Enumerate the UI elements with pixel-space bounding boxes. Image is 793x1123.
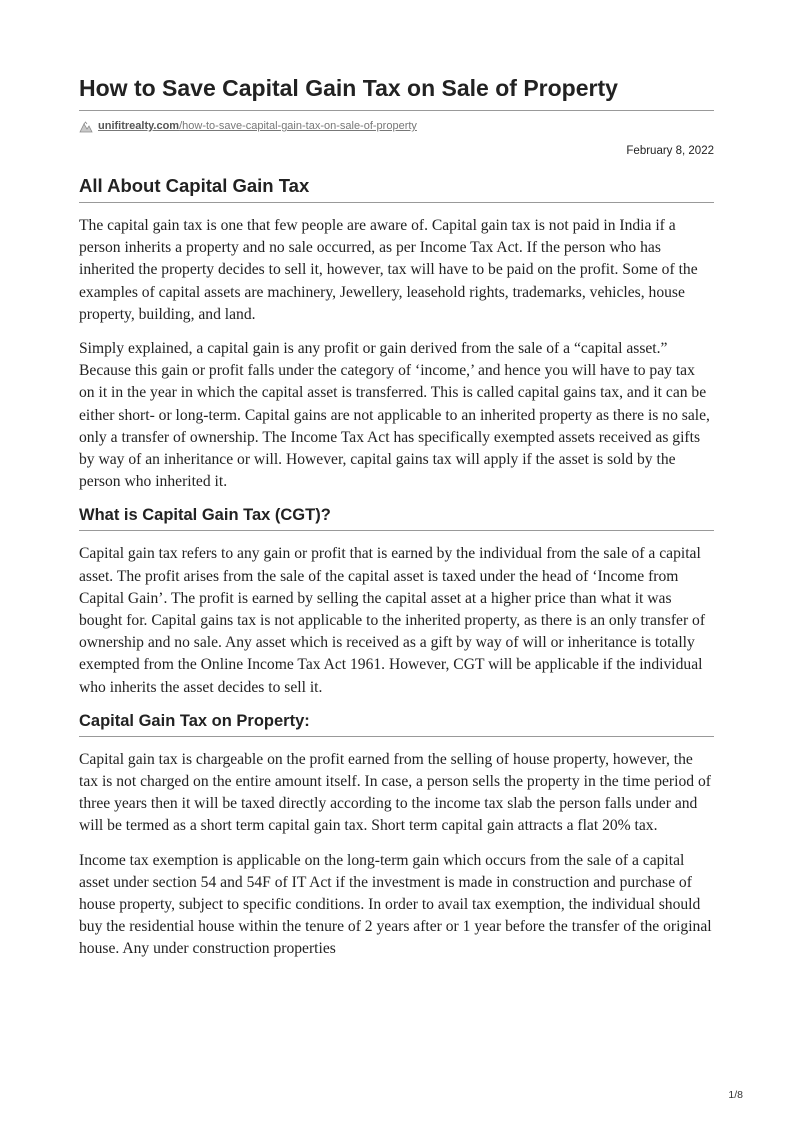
- paragraph: The capital gain tax is one that few people are aware of. Capital gain tax is not paid in India if a person inherits a property and no sale occurred, as per Income Tax Act. If the person who has inherited the property decides to sell it, however, tax will have to be paid on the profit. Some of the examples of capital assets are machinery, Jewellery, leasehold rights, trademarks, vehicles, house property, building, and land.: [79, 217, 698, 323]
- paragraph: Capital gain tax refers to any gain or profit that is earned by the individual from the sale of a capital asset. The profit arises from the sale of the capital asset is taxed under the head of ‘Income from Capital Gain’. The profit is earned by selling the capital asset at a higher price than what it was bought for. Capital gains tax is not applicable to the inherited property, as there is an only transfer of ownership and no sale. Any asset which is received as a gift by way of will or inheritance is totally exempted from the Online Income Tax Act 1961. However, CGT will be applicable if the individual who inherits the asset decides to sell it.: [79, 545, 706, 696]
- site-logo-icon: [79, 120, 93, 132]
- source-domain: unifitrealty.com: [98, 120, 180, 132]
- paragraph: Income tax exemption is applicable on the long-term gain which occurs from the sale of a capital asset under section 54 and 54F of IT Act if the investment is made in construction and purchase of house property, subject to specific conditions. In order to avail tax exemption, the individual should buy the residential house within the tenure of 2 years after or 1 year before the transfer of the original house. Any under construction properties: [79, 851, 712, 958]
- section-heading-cgt-on-property: Capital Gain Tax on Property:: [79, 710, 714, 737]
- page-number: 1/8: [728, 1089, 743, 1101]
- publish-date: February 8, 2022: [626, 145, 714, 157]
- page-title: How to Save Capital Gain Tax on Sale of Property: [79, 73, 714, 111]
- source-link[interactable]: [98, 120, 417, 132]
- section-heading-what-is-cgt: What is Capital Gain Tax (CGT)?: [79, 504, 714, 531]
- source-path: /how-to-save-capital-gain-tax-on-sale-of-property: [179, 120, 417, 132]
- article: [79, 73, 714, 961]
- section-heading-all-about: All About Capital Gain Tax: [79, 174, 714, 203]
- paragraph: Capital gain tax is chargeable on the profit earned from the selling of house property, however, the tax is not charged on the entire amount itself. In case, a person sells the property in the time period of three years then it will be taxed directly according to the income tax slab the person falls under and will be termed as a short term capital gain tax. Short term capital gain attracts a flat 20% tax.: [79, 750, 711, 835]
- source-row: [79, 118, 714, 134]
- paragraph: Simply explained, a capital gain is any profit or gain derived from the sale of a “capital asset.” Because this gain or profit falls under the category of ‘income,’ and hence you will have to pay tax on it in the year in which the capital asset is transferred. This is called capital gains tax, and it can be either short- or long-term. Capital gains are not applicable to an inherited property as there is no sale, only a transfer of ownership. The Income Tax Act has specifically exempted assets received as gifts by way of an inheritance or will. However, capital gains tax will apply if the asset is sold by the person who inherited it.: [79, 340, 710, 491]
